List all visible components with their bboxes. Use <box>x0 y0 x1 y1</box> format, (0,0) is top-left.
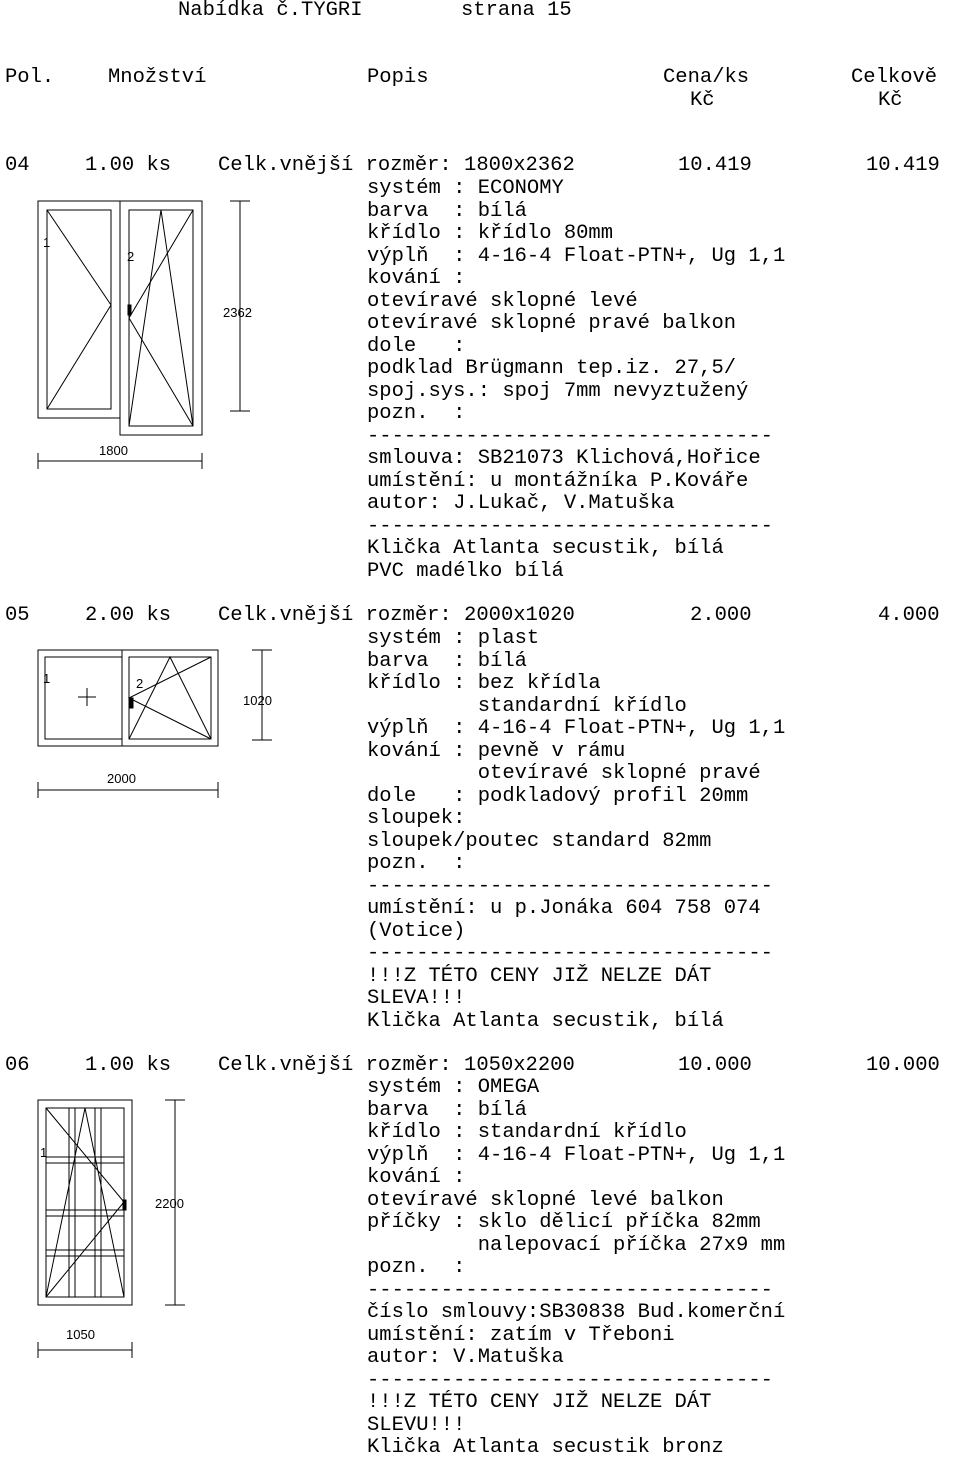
description-line: kování : <box>367 1166 466 1189</box>
col-header-price-unit: Kč <box>690 89 715 112</box>
description-line: sloupek: <box>367 807 466 830</box>
width-dimension-label: 1800 <box>99 443 128 458</box>
item-total: 10.000 <box>866 1054 940 1077</box>
description-line: umístění: u montážníka P.Kováře <box>367 469 749 493</box>
item-pos: 06 <box>5 1054 30 1077</box>
sash-label: 1 <box>40 1145 48 1160</box>
description-line: kování : <box>367 267 466 290</box>
description-line: autor: V.Matuška <box>367 1346 564 1369</box>
description-line: Klička Atlanta secustik, bílá <box>367 537 724 560</box>
description-line: standardní křídlo <box>367 694 687 718</box>
separator-line: --------------------------------- <box>367 514 773 538</box>
height-dimension-label: 2200 <box>155 1196 184 1211</box>
description-line: barva : bílá <box>367 649 527 673</box>
description-line: příčky : sklo dělicí příčka 82mm <box>367 1211 761 1234</box>
description-line: pozn. : <box>367 402 466 425</box>
description-line: PVC madélko bílá <box>367 559 564 583</box>
sash-label: 1 <box>43 671 51 686</box>
item-price: 10.000 <box>678 1054 752 1077</box>
description-line: umístění: zatím v Třeboni <box>367 1323 675 1347</box>
item-price: 2.000 <box>690 604 752 627</box>
description-line: číslo smlouvy:SB30838 Bud.komerční <box>367 1301 786 1324</box>
description-line: umístění: u p.Jonáka 604 758 074 <box>367 897 761 920</box>
description-line: SLEVA!!! <box>367 987 466 1010</box>
description-line: barva : bílá <box>367 1098 527 1122</box>
description-line: systém : ECONOMY <box>367 177 564 200</box>
description-line: barva : bílá <box>367 199 527 223</box>
description-line: Klička Atlanta secustik bronz <box>367 1436 724 1459</box>
description-line: (Votice) <box>367 919 466 943</box>
description-line: otevíravé sklopné levé balkon <box>367 1188 724 1212</box>
item-dims: Celk.vnější rozměr: 1050x2200 <box>218 1054 575 1077</box>
description-line: SLEVU!!! <box>367 1413 466 1437</box>
col-header-qty: Množství <box>108 66 207 89</box>
separator-line: --------------------------------- <box>367 1368 773 1392</box>
height-dimension-label: 1020 <box>243 693 272 708</box>
col-header-pos: Pol. <box>5 66 55 89</box>
description-line: systém : OMEGA <box>367 1076 540 1099</box>
item-qty: 1.00 ks <box>85 1054 172 1077</box>
description-line: pozn. : <box>367 1256 466 1279</box>
description-line: výplň : 4-16-4 Float-PTN+, Ug 1,1 <box>367 1143 786 1167</box>
description-line: !!!Z TÉTO CENY JIŽ NELZE DÁT <box>367 1391 712 1414</box>
item-qty: 2.00 ks <box>85 604 172 627</box>
separator-line: --------------------------------- <box>367 424 773 448</box>
description-line: sloupek/poutec standard 82mm <box>367 829 712 853</box>
description-line: !!!Z TÉTO CENY JIŽ NELZE DÁT <box>367 964 712 988</box>
width-dimension-label: 1050 <box>66 1327 95 1342</box>
item-pos: 04 <box>5 154 30 177</box>
description-line: systém : plast <box>367 627 540 650</box>
description-line: výplň : 4-16-4 Float-PTN+, Ug 1,1 <box>367 717 786 740</box>
description-line: autor: J.Lukač, V.Matuška <box>367 492 675 515</box>
description-line: podklad Brügmann tep.iz. 27,5/ <box>367 357 737 380</box>
description-line: spoj.sys.: spoj 7mm nevyztužený <box>367 379 749 403</box>
height-dimension-label: 2362 <box>223 305 252 320</box>
sash-label: 2 <box>136 676 144 691</box>
description-line: výplň : 4-16-4 Float-PTN+, Ug 1,1 <box>367 244 786 268</box>
description-line: křídlo : bez křídla <box>367 672 601 695</box>
description-line: otevíravé sklopné pravé <box>367 762 761 785</box>
col-header-price: Cena/ks <box>663 66 750 89</box>
separator-line: --------------------------------- <box>367 874 773 898</box>
description-line: dole : podkladový profil 20mm <box>367 784 749 808</box>
description-line: křídlo : křídlo 80mm <box>367 222 614 245</box>
description-line: nalepovací příčka 27x9 mm <box>367 1233 786 1257</box>
sash-label: 1 <box>43 235 51 250</box>
description-line: dole : <box>367 334 466 358</box>
description-line: kování : pevně v rámu <box>367 739 626 763</box>
item-total: 4.000 <box>878 604 940 627</box>
col-header-desc: Popis <box>367 66 429 89</box>
description-line: křídlo : standardní křídlo <box>367 1121 687 1144</box>
offer-title: Nabídka č.TYGRI <box>178 0 363 22</box>
description-line: smlouva: SB21073 Klichová,Hořice <box>367 447 761 470</box>
separator-line: --------------------------------- <box>367 942 773 965</box>
item-price: 10.419 <box>678 154 752 177</box>
col-header-total: Celkově <box>851 66 938 89</box>
width-dimension-label: 2000 <box>107 771 136 786</box>
item-dims: Celk.vnější rozměr: 1800x2362 <box>218 154 575 177</box>
page-number: strana 15 <box>461 0 572 22</box>
item-dims: Celk.vnější rozměr: 2000x1020 <box>218 604 575 627</box>
description-line: otevíravé sklopné pravé balkon <box>367 312 737 335</box>
item-total: 10.419 <box>866 154 940 177</box>
description-line: pozn. : <box>367 852 466 875</box>
separator-line: --------------------------------- <box>367 1278 773 1302</box>
description-line: Klička Atlanta secustik, bílá <box>367 1009 724 1033</box>
item-qty: 1.00 ks <box>85 154 172 177</box>
description-line: otevíravé sklopné levé <box>367 289 638 313</box>
item-pos: 05 <box>5 604 30 627</box>
sash-label: 2 <box>127 249 135 264</box>
col-header-total-unit: Kč <box>878 89 903 112</box>
